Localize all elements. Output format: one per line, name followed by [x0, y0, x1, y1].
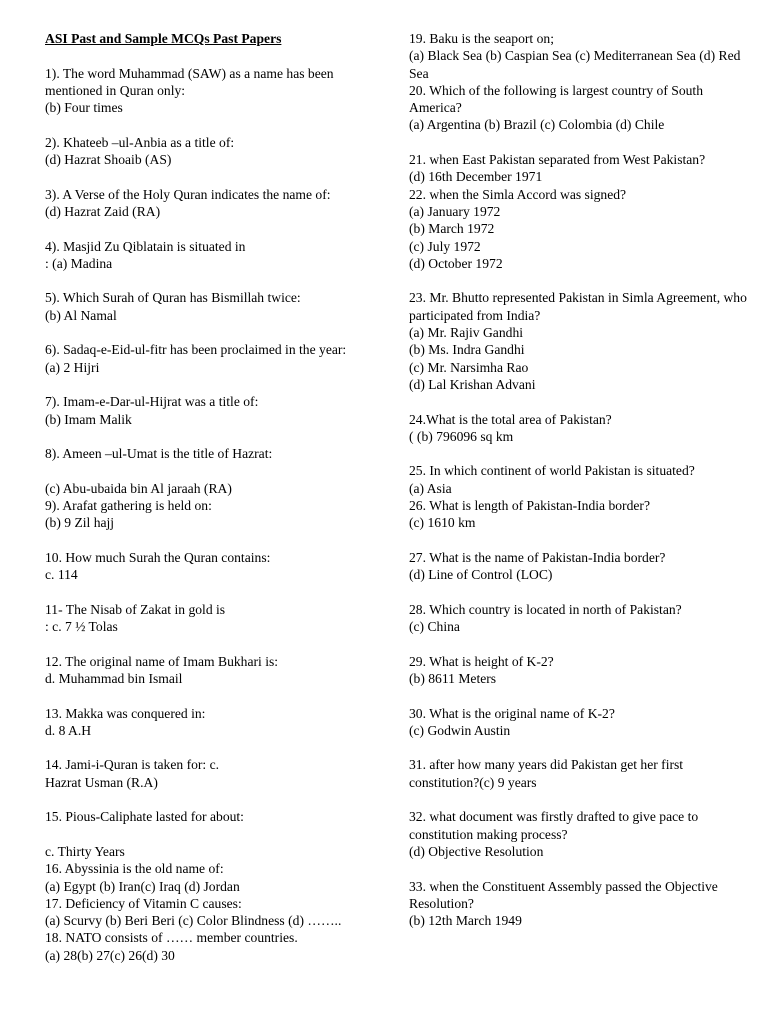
question-item — [45, 134, 367, 169]
answer-text: c. Thirty Years — [45, 843, 125, 859]
answer-text: (c) 1610 km — [409, 515, 476, 531]
answer-text: d. 8 A.H — [45, 722, 92, 738]
answer-text: : c. 7 ½ Tolas — [45, 619, 118, 635]
blank-line — [45, 826, 367, 843]
question-text: 29. What is height of K-2? — [409, 653, 554, 669]
question-item — [409, 411, 754, 446]
question-text: 30. What is the original name of K-2? — [409, 705, 615, 721]
question-text: 19. Baku is the seaport on; — [409, 31, 554, 46]
answer-text: (a) Argentina (b) Brazil (c) Colombia (d) Chile — [409, 117, 665, 133]
answer-text: c. 114 — [45, 567, 78, 583]
answer-text: (b) Four times — [45, 100, 123, 116]
question-text: 7). Imam-e-Dar-ul-Hijrat was a title of: — [45, 394, 259, 410]
question-item — [45, 289, 367, 324]
question-text: 18. NATO consists of …… member countries. — [45, 930, 298, 946]
question-text: 16. Abyssinia is the old name of: — [45, 861, 224, 877]
question-text: 28. Which country is located in north of Pakistan? — [409, 601, 682, 617]
question-text: 3). A Verse of the Holy Quran indicates the name of: — [45, 186, 331, 202]
question-text: 14. Jami-i-Quran is taken for: c. — [45, 757, 220, 773]
question-item — [45, 705, 367, 740]
answer-text: (a) Scurvy (b) Beri Beri (c) Color Blindness (d) …….. — [45, 913, 342, 929]
question-text: 27. What is the name of Pakistan-India border? — [409, 549, 666, 565]
left-column — [45, 30, 367, 964]
answer-text: (a) 2 Hijri — [45, 359, 100, 375]
answer-text: (a) January 1972 — [409, 203, 501, 219]
answer-text: (b) Al Namal — [45, 307, 117, 323]
question-item — [409, 705, 754, 740]
answer-text: (a) Asia — [409, 480, 452, 496]
page-title: ASI Past and Sample MCQs Past Papers — [45, 31, 282, 46]
question-text: 33. when the Constituent Assembly passed the Objective Resolution? — [409, 878, 718, 911]
answer-text: (d) 16th December 1971 — [409, 169, 543, 185]
question-text: 5). Which Surah of Quran has Bismillah twice: — [45, 290, 301, 306]
question-item — [409, 30, 754, 82]
answer-text: (b) 8611 Meters — [409, 670, 497, 686]
question-text: 23. Mr. Bhutto represented Pakistan in Simla Agreement, who participated from India? — [409, 290, 747, 323]
answer-text: (d) October 1972 — [409, 255, 503, 271]
answer-text: (b) Ms. Indra Gandhi — [409, 342, 525, 358]
question-item — [45, 756, 367, 791]
right-question-list — [409, 30, 754, 929]
question-item — [45, 808, 367, 860]
question-text: 12. The original name of Imam Bukhari is: — [45, 653, 279, 669]
question-item — [45, 238, 367, 273]
right-column — [409, 30, 754, 929]
blank-line — [45, 462, 367, 479]
question-item — [409, 878, 754, 930]
answer-text: (c) Mr. Narsimha Rao — [409, 359, 529, 375]
answer-text: (a) Mr. Rajiv Gandhi — [409, 325, 524, 341]
question-item — [409, 151, 754, 186]
answer-text: (b) 12th March 1949 — [409, 913, 522, 929]
question-text: 22. when the Simla Accord was signed? — [409, 186, 627, 202]
answer-text: (b) Imam Malik — [45, 411, 132, 427]
question-item — [45, 653, 367, 688]
question-item — [45, 497, 367, 532]
answer-text: (c) Abu-ubaida bin Al jaraah (RA) — [45, 480, 232, 496]
question-text: 24.What is the total area of Pakistan? — [409, 411, 612, 427]
question-text: 32. what document was firstly drafted to give pace to constitution making process? — [409, 809, 699, 842]
question-text: 6). Sadaq-e-Eid-ul-fitr has been proclaimed in the year: — [45, 342, 347, 358]
answer-text: Hazrat Usman (R.A) — [45, 774, 158, 790]
question-item — [409, 808, 754, 860]
question-text: 8). Ameen –ul-Umat is the title of Hazrat: — [45, 446, 273, 462]
question-text: 10. How much Surah the Quran contains: — [45, 549, 271, 565]
question-text: 9). Arafat gathering is held on: — [45, 498, 212, 514]
question-item — [45, 445, 367, 497]
answer-text: (c) July 1972 — [409, 238, 481, 254]
question-text: 20. Which of the following is largest country of South America? — [409, 82, 703, 116]
question-text: 13. Makka was conquered in: — [45, 705, 206, 721]
question-text: 26. What is length of Pakistan-India border? — [409, 498, 650, 514]
answer-text: (b) 9 Zil hajj — [45, 515, 115, 531]
question-item — [45, 341, 367, 376]
answer-text: (b) March 1972 — [409, 221, 495, 237]
answer-text: (a) Black Sea (b) Caspian Sea (c) Mediterranean Sea (d) Red Sea — [409, 48, 741, 81]
question-item — [409, 289, 754, 393]
question-text: 11- The Nisab of Zakat in gold is — [45, 601, 226, 617]
question-item — [45, 929, 367, 964]
question-text: 15. Pious-Caliphate lasted for about: — [45, 809, 244, 825]
answer-text: (d) Line of Control (LOC) — [409, 567, 553, 583]
left-question-list — [45, 65, 367, 964]
question-item — [45, 393, 367, 428]
question-item — [409, 549, 754, 584]
answer-text: (a) Egypt (b) Iran(c) Iraq (d) Jordan — [45, 878, 240, 894]
answer-text: : (a) Madina — [45, 255, 113, 271]
answer-text: (d) Lal Krishan Advani — [409, 376, 536, 392]
answer-text: ( (b) 796096 sq km — [409, 428, 514, 444]
question-item — [409, 756, 754, 791]
answer-text: (c) China — [409, 619, 460, 635]
answer-text: d. Muhammad bin Ismail — [45, 670, 183, 686]
question-item — [45, 549, 367, 584]
question-item — [409, 653, 754, 688]
question-text: 17. Deficiency of Vitamin C causes: — [45, 895, 242, 911]
question-item — [409, 601, 754, 636]
question-text: 31. after how many years did Pakistan get her first constitution?(c) 9 years — [409, 757, 684, 790]
question-item — [409, 462, 754, 497]
question-text: 2). Khateeb –ul-Anbia as a title of: — [45, 134, 235, 150]
answer-text: (c) Godwin Austin — [409, 722, 511, 738]
question-item — [45, 895, 367, 930]
answer-text: (d) Hazrat Zaid (RA) — [45, 203, 161, 219]
question-text: 1). The word Muhammad (SAW) as a name has been mentioned in Quran only: — [45, 65, 334, 98]
question-text: 21. when East Pakistan separated from West Pakistan? — [409, 152, 706, 168]
question-text: 25. In which continent of world Pakistan is situated? — [409, 463, 695, 479]
answer-text: (a) 28(b) 27(c) 26(d) 30 — [45, 947, 175, 963]
question-item — [45, 860, 367, 895]
answer-text: (d) Objective Resolution — [409, 843, 544, 859]
question-item — [409, 186, 754, 272]
question-item — [45, 186, 367, 221]
question-item — [409, 497, 754, 532]
question-text: 4). Masjid Zu Qiblatain is situated in — [45, 238, 246, 254]
question-item — [45, 65, 367, 117]
question-item — [45, 601, 367, 636]
answer-text: (d) Hazrat Shoaib (AS) — [45, 152, 172, 168]
question-item — [409, 82, 754, 134]
